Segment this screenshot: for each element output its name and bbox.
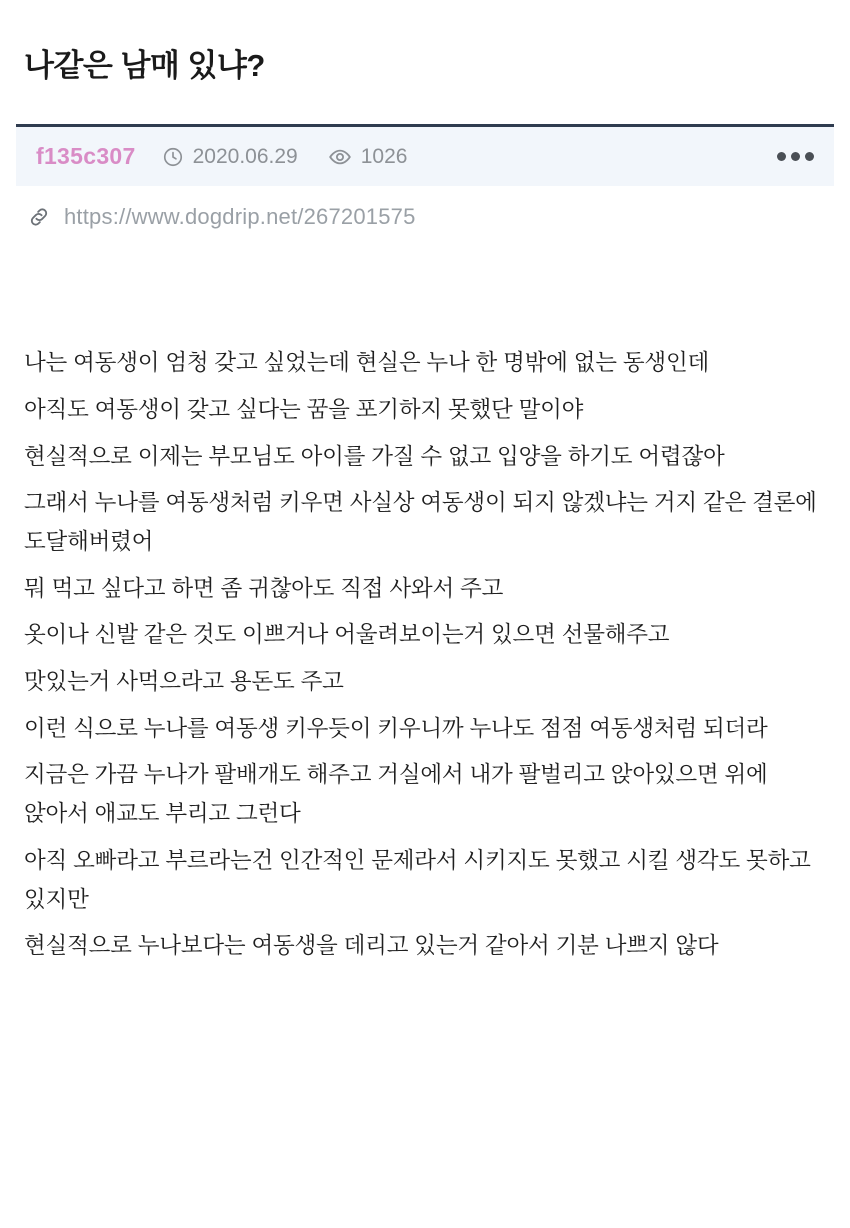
- body-paragraph: 그래서 누나를 여동생처럼 키우면 사실상 여동생이 되지 않겠냐는 거지 같은 결론에 도달해버렸어: [24, 490, 817, 555]
- body-paragraph: 이런 식으로 누나를 여동생 키우듯이 키우니까 누나도 점점 여동생처럼 되더라: [24, 715, 768, 741]
- body-paragraph: 맛있는거 사먹으라고 용돈도 주고: [24, 669, 344, 695]
- body-paragraph: 아직 오빠라고 부르라는건 인간적인 문제라서 시키지도 못했고 시킬 생각도 못하고 있지만: [24, 847, 811, 912]
- author-name[interactable]: f135c307: [36, 143, 136, 170]
- view-count-text: 1026: [360, 144, 408, 168]
- post-body: [0, 240, 850, 1014]
- view-count: [328, 145, 408, 169]
- dot-2: [791, 152, 800, 161]
- body-paragraph: 현실적으로 이제는 부모님도 아이를 가질 수 없고 입양을 하기도 어렵잖아: [24, 443, 725, 469]
- dot-3: [805, 152, 814, 161]
- body-paragraph: 현실적으로 누나보다는 여동생을 데리고 있는거 같아서 기분 나쁘지 않다: [24, 933, 719, 959]
- body-paragraph: 옷이나 신발 같은 것도 이쁘거나 어울려보이는거 있으면 선물해주고: [24, 622, 670, 648]
- body-paragraph: 아직도 여동생이 갖고 싶다는 꿈을 포기하지 못했단 말이야: [24, 396, 584, 422]
- source-link-row[interactable]: [0, 186, 850, 240]
- body-paragraph: 뭐 먹고 싶다고 하면 좀 귀찮아도 직접 사와서 주고: [24, 575, 504, 601]
- post-meta-bar: [16, 124, 834, 186]
- source-url[interactable]: https://www.dogdrip.net/267201575: [64, 204, 416, 230]
- post-date: [162, 145, 298, 169]
- page-title: 나같은 남매 있냐?: [24, 47, 265, 83]
- more-dots-icon[interactable]: [775, 146, 816, 167]
- body-paragraph: 나는 여동생이 엄청 갖고 싶었는데 현실은 누나 한 명밖에 없는 동생인데: [24, 350, 710, 376]
- eye-icon: [328, 145, 352, 169]
- post-date-text: 2020.06.29: [192, 144, 298, 168]
- body-paragraph: 지금은 가끔 누나가 팔배개도 해주고 거실에서 내가 팔벌리고 앉아있으면 위에 앉아서 애교도 부리고 그런다: [24, 762, 768, 827]
- dot-1: [777, 152, 786, 161]
- link-icon: [26, 204, 52, 230]
- title-section: [0, 0, 850, 124]
- clock-icon: [162, 146, 184, 168]
